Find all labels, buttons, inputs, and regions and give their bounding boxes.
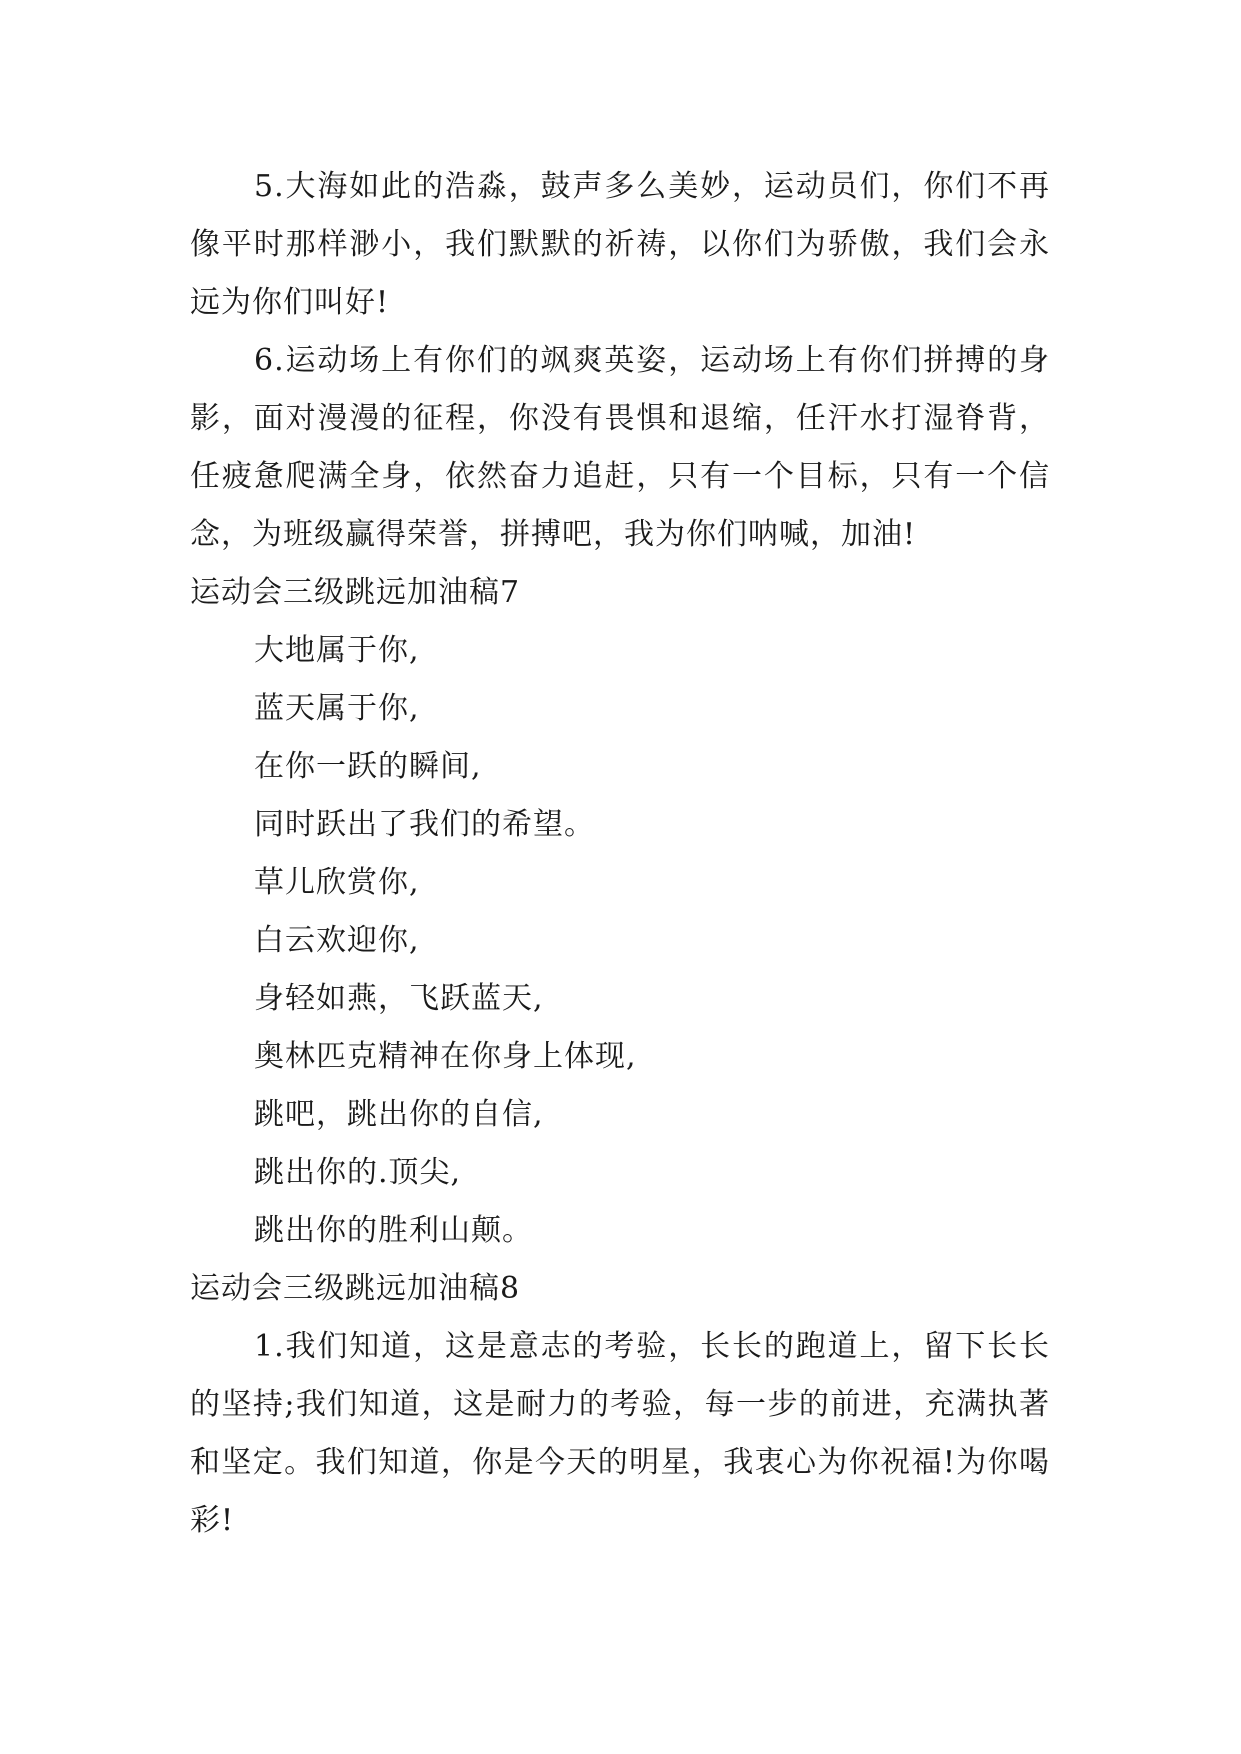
poem-line: 蓝天属于你, xyxy=(254,691,420,726)
poem-line: 在你一跃的瞬间, xyxy=(254,749,482,784)
paragraph-5: 5.大海如此的浩淼，鼓声多么美妙，运动员们，你们不再像平时那样渺小，我们默默的祈祷，以你们为骄傲，我们会永远为你们叫好! xyxy=(190,169,1050,320)
poem-line: 奥林匹克精神在你身上体现, xyxy=(254,1039,637,1074)
poem-line: 跳出你的胜利山颠。 xyxy=(254,1213,533,1248)
section-8-title: 运动会三级跳远加油稿8 xyxy=(190,1271,521,1306)
poem-line: 身轻如燕，飞跃蓝天, xyxy=(254,981,544,1016)
poem-line: 大地属于你, xyxy=(254,633,420,668)
paragraph-8-1: 1.我们知道，这是意志的考验，长长的跑道上，留下长长的坚持;我们知道，这是耐力的考验，每一步的前进，充满执著和坚定。我们知道，你是今天的明星，我衷心为你祝福!为你喝彩! xyxy=(190,1329,1050,1538)
poem-line: 同时跃出了我们的希望。 xyxy=(254,807,595,842)
poem-line: 草儿欣赏你, xyxy=(254,865,420,900)
paragraph-6: 6.运动场上有你们的飒爽英姿，运动场上有你们拼搏的身影，面对漫漫的征程，你没有畏惧和退缩，任汗水打湿脊背，任疲惫爬满全身，依然奋力追赶，只有一个目标，只有一个信念，为班级赢得荣誉，拼搏吧，我为你们呐喊，加油! xyxy=(190,343,1050,552)
poem-line: 跳吧，跳出你的自信, xyxy=(254,1097,544,1132)
section-7-title: 运动会三级跳远加油稿7 xyxy=(190,575,521,610)
document-body xyxy=(190,158,1050,1550)
poem-line: 白云欢迎你, xyxy=(254,923,420,958)
poem-line: 跳出你的.顶尖, xyxy=(254,1155,462,1190)
